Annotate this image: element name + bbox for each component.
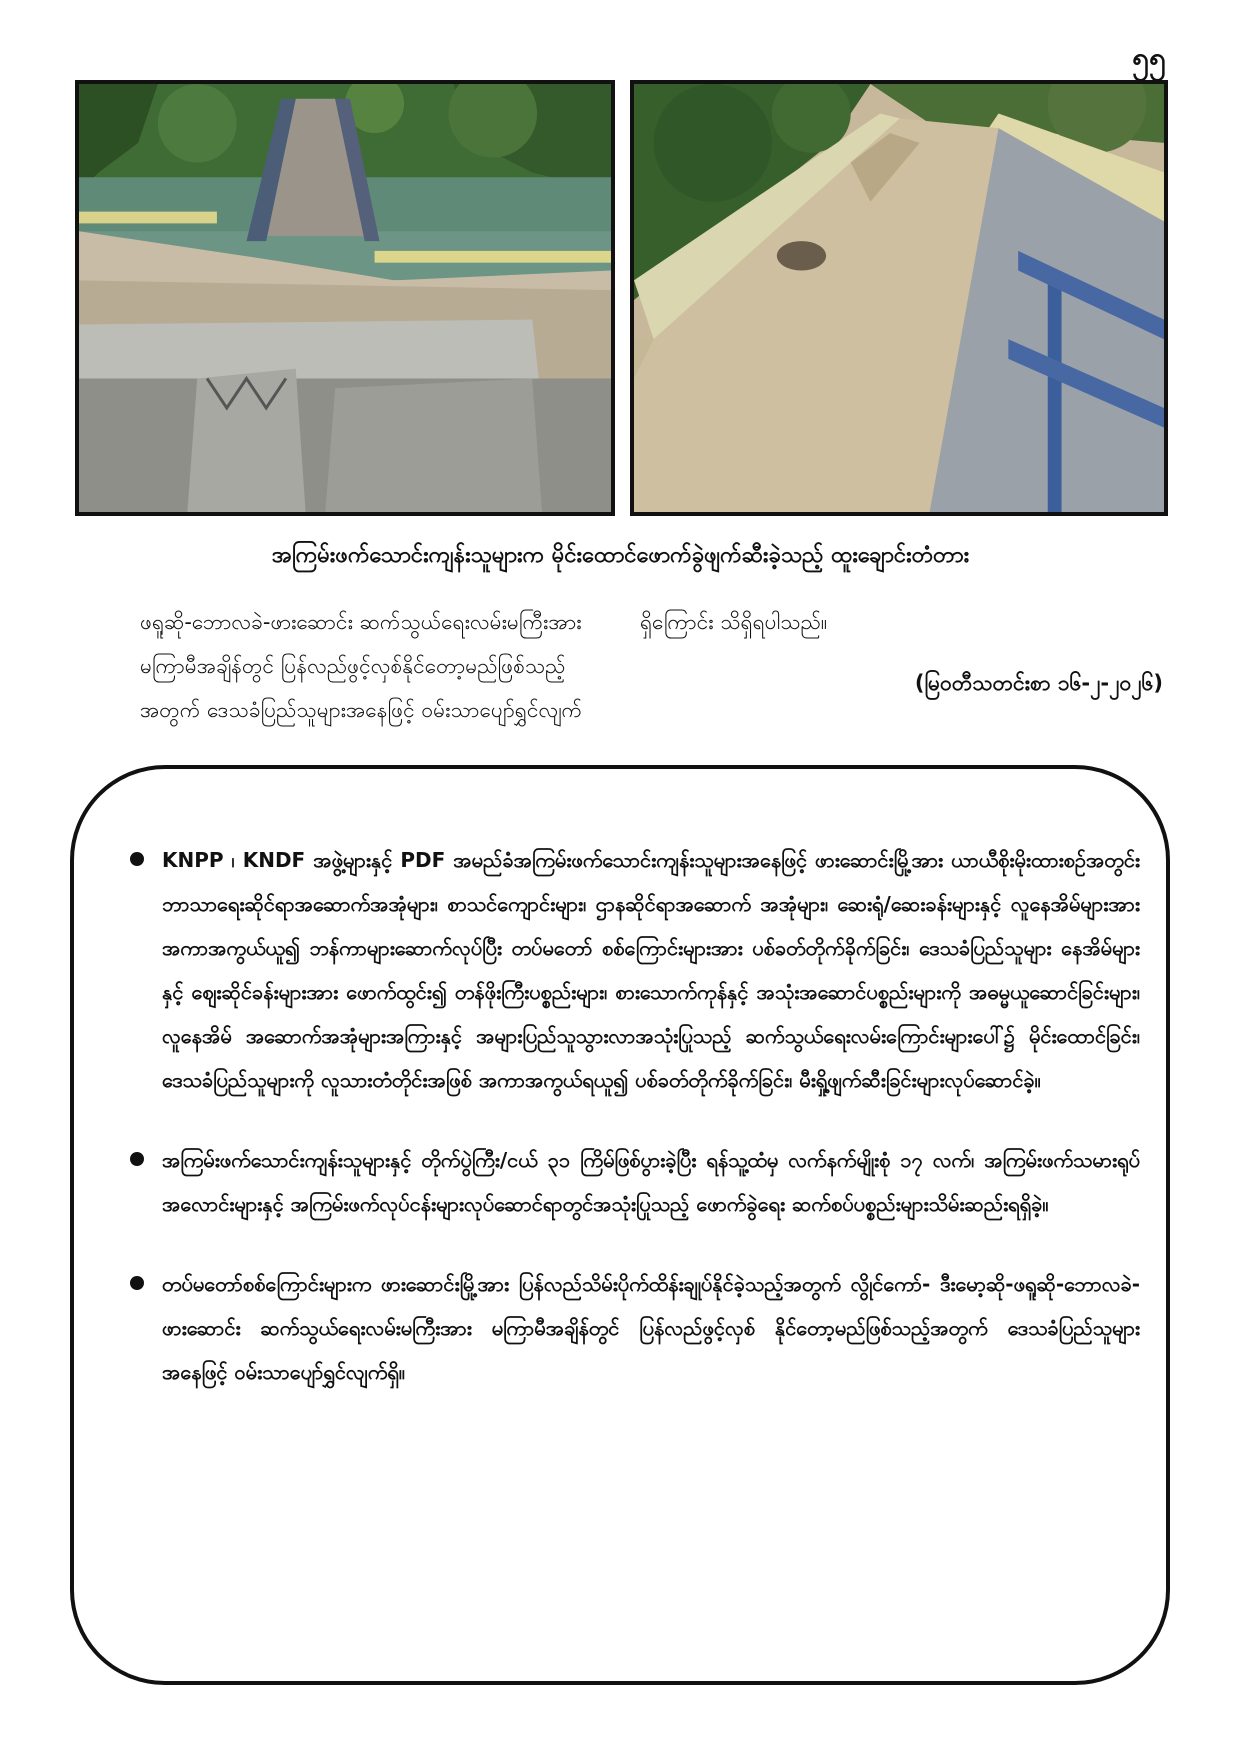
bullet-icon — [130, 1276, 144, 1290]
bullet-text: အကြမ်းဖက်သောင်းကျန်းသူများနှင့် တိုက်ပွဲကြီး/ငယ် ၃၁ ကြိမ်ဖြစ်ပွားခဲ့ပြီး ရန်သူ့ထံမှ လက်နက်မျိုးစုံ ၁၇ လက်၊ အကြမ်းဖက်သမားရုပ်အလောင်းများနှင့် အကြမ်းဖက်လုပ်ငန်းများလုပ်ဆောင်ရာတွင်အသုံးပြုသည့် ဖောက်ခွဲရေး ဆက်စပ်ပစ္စည်းများသိမ်းဆည်းရရှိခဲ့။ — [162, 1148, 1140, 1216]
bullet-text: တပ်မတော်စစ်ကြောင်းများက ဖားဆောင်းမြို့အား ပြန်လည်သိမ်းပိုက်ထိန်းချုပ်နိုင်ခဲ့သည့်အတွက် လွိုင်ကော်- ဒီးမော့ဆို-ဖရူဆို-ဘောလခဲ-ဖားဆောင်း ဆက်သွယ်ရေးလမ်းမကြီးအား မကြာမီအချိန်တွင် ပြန်လည်ဖွင့်လှစ် နိုင်တော့မည်ဖြစ်သည့်အတွက် ဒေသခံပြည်သူများအနေဖြင့် ဝမ်းသာပျော်ရွှင်လျက်ရှိ။ — [162, 1272, 1140, 1384]
article-line: အတွက် ဒေသခံပြည်သူများအနေဖြင့် ဝမ်းသာပျော်ရွှင်လျက် — [140, 698, 583, 722]
photo-caption: အကြမ်းဖက်သောင်းကျန်းသူများက မိုင်းထောင်ဖောက်ခွဲဖျက်ဆီးခဲ့သည့် ထူးချောင်းတံတား — [271, 543, 970, 568]
article-line: မကြာမီအချိန်တွင် ပြန်လည်ဖွင့်လှစ်နိုင်တော့မည်ဖြစ်သည့် — [140, 654, 566, 678]
summary-bullet — [130, 838, 1140, 1102]
article-line: ရှိကြောင်း သိရှိရပါသည်။ — [640, 610, 828, 634]
summary-bullet — [130, 1262, 1140, 1394]
article-line: ဖရူဆို-ဘောလခဲ-ဖားဆောင်း ဆက်သွယ်ရေးလမ်းမကြီးအား — [140, 610, 582, 634]
bridge-photo-right — [630, 80, 1168, 516]
bridge-deck-image — [634, 84, 1164, 512]
bullet-text: KNPP ၊ KNDF အဖွဲ့များနှင့် PDF အမည်ခံအကြမ်းဖက်သောင်းကျန်းသူများအနေဖြင့် ဖားဆောင်းမြို့အား ယာယီစိုးမိုးထားစဉ်အတွင်း ဘာသာရေးဆိုင်ရာအဆောက်အအုံများ၊ စာသင်ကျောင်းများ၊ ဌာနဆိုင်ရာအဆောက် အအုံများ၊ ဆေးရုံ/ဆေးခန်းများနှင့် လူနေအိမ်များအားအကာအကွယ်ယူ၍ ဘန်ကာများဆောက်လုပ်ပြီး တပ်မတော် စစ်ကြောင်းများအား ပစ်ခတ်တိုက်ခိုက်ခြင်း၊ ဒေသခံပြည်သူများ နေအိမ်များနှင့် ဈေးဆိုင်ခန်းများအား ဖောက်ထွင်း၍ တန်ဖိုးကြီးပစ္စည်းများ၊ စားသောက်ကုန်နှင့် အသုံးအဆောင်ပစ္စည်းများကို အဓမ္မယူဆောင်ခြင်းများ၊ လူနေအိမ် အဆောက်အအုံများအကြားနှင့် အများပြည်သူသွားလာအသုံးပြုသည့် ဆက်သွယ်ရေးလမ်းကြောင်းများပေါ်၌ မိုင်းထောင်ခြင်း၊ ဒေသခံပြည်သူများကို လူသားတံတိုင်းအဖြစ် အကာအကွယ်ရယူ၍ ပစ်ခတ်တိုက်ခိုက်ခြင်း၊ မီးရှို့ဖျက်ဆီးခြင်းများလုပ်ဆောင်ခဲ့။ — [162, 848, 1140, 1092]
news-source: (မြဝတီသတင်းစာ ၁၆-၂-၂၀၂၆) — [914, 671, 1163, 695]
article-column-right — [640, 600, 1170, 644]
summary-bullet — [130, 1138, 1140, 1226]
bullet-icon — [130, 852, 144, 866]
bridge-river-image — [79, 84, 611, 512]
summary-bullet-list — [130, 838, 1140, 1430]
bridge-photo-left — [75, 80, 615, 516]
bullet-icon — [130, 1152, 144, 1166]
article-column-left — [140, 600, 610, 732]
page-number: ၅၅ — [1132, 41, 1166, 76]
